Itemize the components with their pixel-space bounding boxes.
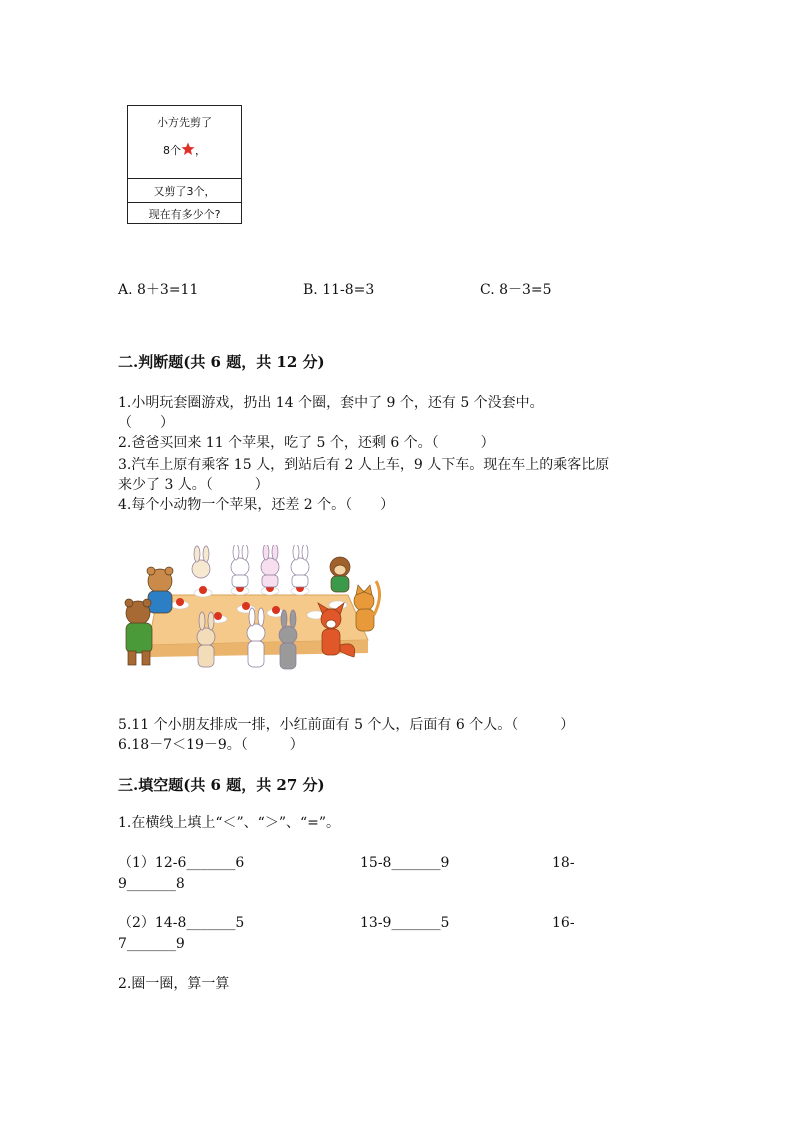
option-c: C. 8－3=5: [480, 282, 552, 298]
option-b: B. 11-8=3: [303, 282, 375, 298]
judge-q5: 5.11 个小朋友排成一排，小红前面有 5 个人，后面有 6 个人。（ ）: [118, 717, 575, 733]
fill-q1-row2-a: （2）14-8_______5: [118, 915, 245, 931]
judge-q3-line2: 来少了 3 人。（ ）: [118, 477, 269, 493]
judge-q6: 6.18－7＜19－9。（ ）: [118, 737, 304, 753]
judge-q1-line2: （ ）: [118, 415, 174, 431]
judge-q1-line1: 1.小明玩套圈游戏，扔出 14 个圈，套中了 9 个，还有 5 个没套中。: [118, 395, 544, 411]
box-count: 8个: [163, 144, 181, 157]
fill-q2: 2.圈一圈，算一算: [118, 976, 230, 992]
judge-q3-line1: 3.汽车上原有乘客 15 人，到站后有 2 人上车，9 人下车。现在车上的乘客比原: [118, 457, 610, 473]
box-comma: ，: [195, 144, 206, 157]
fill-q1-row2-b: 13-9_______5: [360, 915, 450, 931]
box-divider: [128, 178, 241, 179]
animals-at-table-illustration: [118, 545, 388, 680]
box-line-3: 又剪了3个，: [153, 185, 216, 198]
option-a: A. 8＋3=11: [118, 282, 199, 298]
fill-q1-row1-c: 18-: [552, 855, 575, 871]
section-2-title: 二.判断题(共 6 题，共 12 分): [118, 353, 325, 371]
section-3-title: 三.填空题(共 6 题，共 27 分): [118, 776, 325, 794]
box-line-4: 现在有多少个?: [148, 208, 221, 221]
star-icon: [181, 142, 195, 156]
box-divider: [128, 202, 241, 203]
fill-q1-row2-c: 16-: [552, 915, 575, 931]
fill-q1-row2-d: 7_______9: [118, 936, 185, 952]
judge-q2: 2.爸爸买回来 11 个苹果，吃了 5 个，还剩 6 个。（ ）: [118, 435, 495, 451]
fill-q1-row1-d: 9_______8: [118, 876, 185, 892]
fill-q1: 1.在横线上填上“＜”、“＞”、“=”。: [118, 815, 341, 831]
box-line-1: 小方先剪了: [157, 116, 212, 129]
judge-q4: 4.每个小动物一个苹果，还差 2 个。（ ）: [118, 497, 395, 513]
box-line-2: [128, 142, 241, 158]
info-box: [127, 105, 242, 224]
fill-q1-row1-b: 15-8_______9: [360, 855, 450, 871]
fill-q1-row1-a: （1）12-6_______6: [118, 855, 245, 871]
